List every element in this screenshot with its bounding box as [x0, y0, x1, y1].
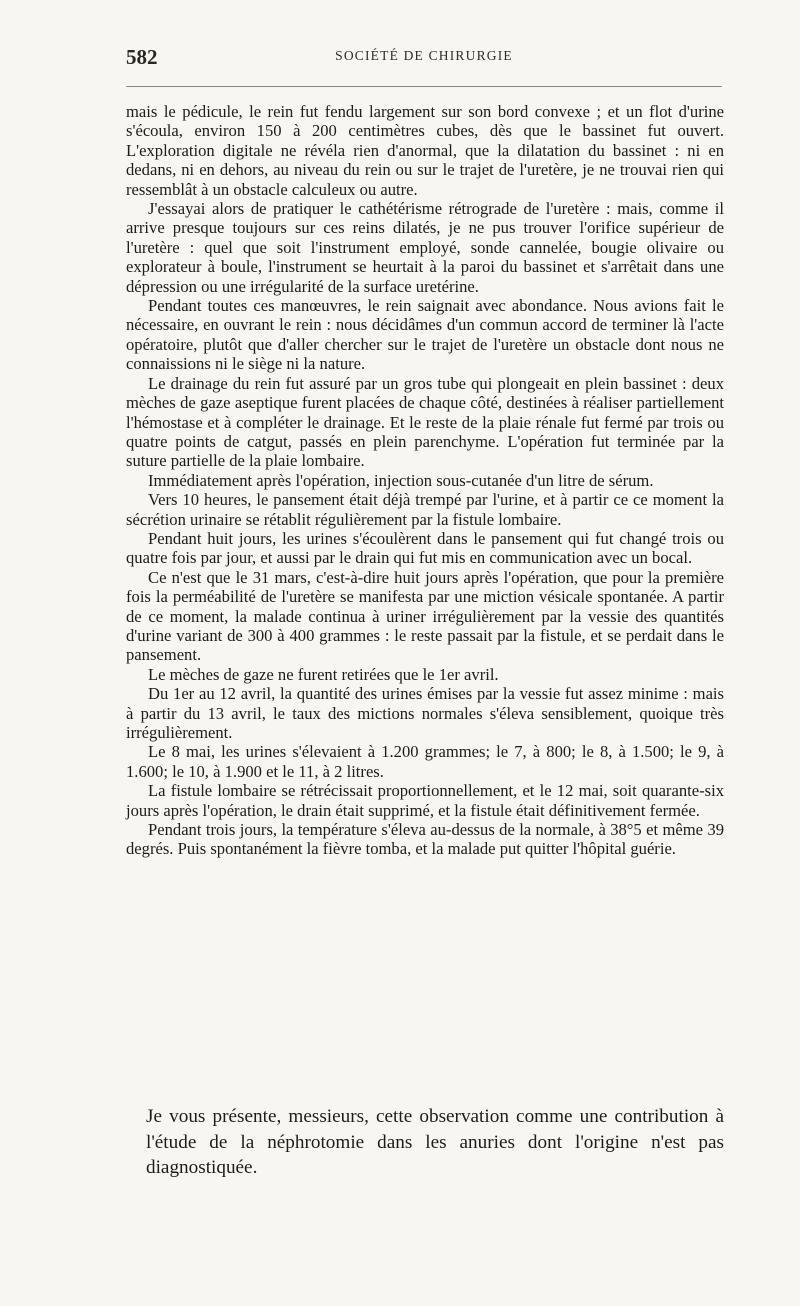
page-header — [126, 44, 722, 70]
paragraph: Pendant huit jours, les urines s'écoulèrent dans le pansement qui fut changé trois ou quatre fois par jour, et aussi par le drain qui fut mis en communication avec un bocal. — [126, 528, 724, 568]
paragraph: Le mèches de gaze ne furent retirées que le 1er avril. — [148, 664, 499, 684]
paragraph: J'essayai alors de pratiquer le cathétérisme rétrograde de l'uretère : mais, comme il arrive presque toujours sur ces reins dilatés, je ne pus trouver l'orifice supérieur de l'uretère : quel que soit l'instrument employé, sonde cannelée, bougie olivaire ou explorateur à boule, l'instrument se heurtait à la paroi du bassinet et s'arrêtait dans une dépression ou une irrégularité de la surface uretérine. — [126, 199, 724, 296]
page-number: 582 — [126, 45, 158, 69]
paragraph: Le drainage du rein fut assuré par un gros tube qui plongeait en plein bassinet : deux mèches de gaze aseptique furent placées de chaque côté, destinées à réaliser partiellement l'hémostase et à compléter le drainage. Et le reste de la plaie rénale fut fermé par trois ou quatre points de catgut, passés en plein parenchyme. L'opération fut terminée par la suture partielle de la plaie lombaire. — [126, 373, 724, 471]
paragraph: Du 1er au 12 avril, la quantité des urines émises par la vessie fut assez minime : mais à partir du 13 avril, le taux des mictions normales s'éleva sensiblement, quoique très irrégulièrement. — [126, 684, 724, 742]
paragraph: Immédiatement après l'opération, injection sous-cutanée d'un litre de sérum. — [148, 470, 654, 490]
closing-paragraph — [146, 1104, 724, 1181]
paragraph: Pendant trois jours, la température s'éleva au-dessus de la normale, à 38°5 et même 39 degrés. Puis spontanément la fièvre tomba, et la malade put quitter l'hôpital guérie. — [126, 820, 724, 859]
paragraph: Le 8 mai, les urines s'élevaient à 1.200 grammes; le 7, à 800; le 8, à 1.500; le 9, à 1.600; le 10, à 1.900 et le 11, à 2 litres. — [126, 742, 724, 781]
paragraph: Pendant toutes ces manœuvres, le rein saignait avec abondance. Nous avions fait le nécessaire, en ouvrant le rein : nous décidâmes d'un commun accord de terminer là l'acte opératoire, plutôt que d'aller chercher sur le trajet de l'uretère un obstacle dont nous ne connaissions ni le siège ni la nature. — [126, 296, 724, 374]
paragraph: Vers 10 heures, le pansement était déjà trempé par l'urine, et à partir ce ce moment la sécrétion urinaire se rétablit régulièrement par la fistule lombaire. — [126, 490, 724, 529]
closing-text: Je vous présente, messieurs, cette observation comme une contribution à l'étude de la néphrotomie dans les anuries dont l'origine n'est pas diagnostiquée. — [146, 1106, 724, 1178]
running-head: SOCIÉTÉ DE CHIRURGIE — [335, 48, 513, 63]
paragraph: La fistule lombaire se rétrécissait proportionnellement, et le 12 mai, soit quarante-six jours après l'opération, le drain était supprimé, et la fistule était définitivement fermée. — [126, 781, 724, 820]
header-rule — [126, 86, 722, 87]
paragraph: mais le pédicule, le rein fut fendu largement sur son bord convexe ; et un flot d'urine s'écoula, environ 150 à 200 centimètres cubes, dès que le bassinet fut ouvert. L'exploration digitale ne révéla rien d'anormal, que la dilatation du bassinet : ni en dedans, ni en dehors, au niveau du rein ou sur le trajet de l'uretère, je ne trouvai rien qui ressemblât à un obstacle calculeux ou autre. — [126, 102, 724, 199]
paragraph: Ce n'est que le 31 mars, c'est-à-dire huit jours après l'opération, que pour la première fois la perméabilité de l'uretère se manifesta par une miction vésicale spontanée. A partir de ce moment, la malade continua à uriner irrégulièrement par la vessie des quantités d'urine variant de 300 à 400 grammes : le reste passait par la fistule, et se perdait dans le pansement. — [126, 567, 724, 665]
body-text — [126, 102, 724, 859]
